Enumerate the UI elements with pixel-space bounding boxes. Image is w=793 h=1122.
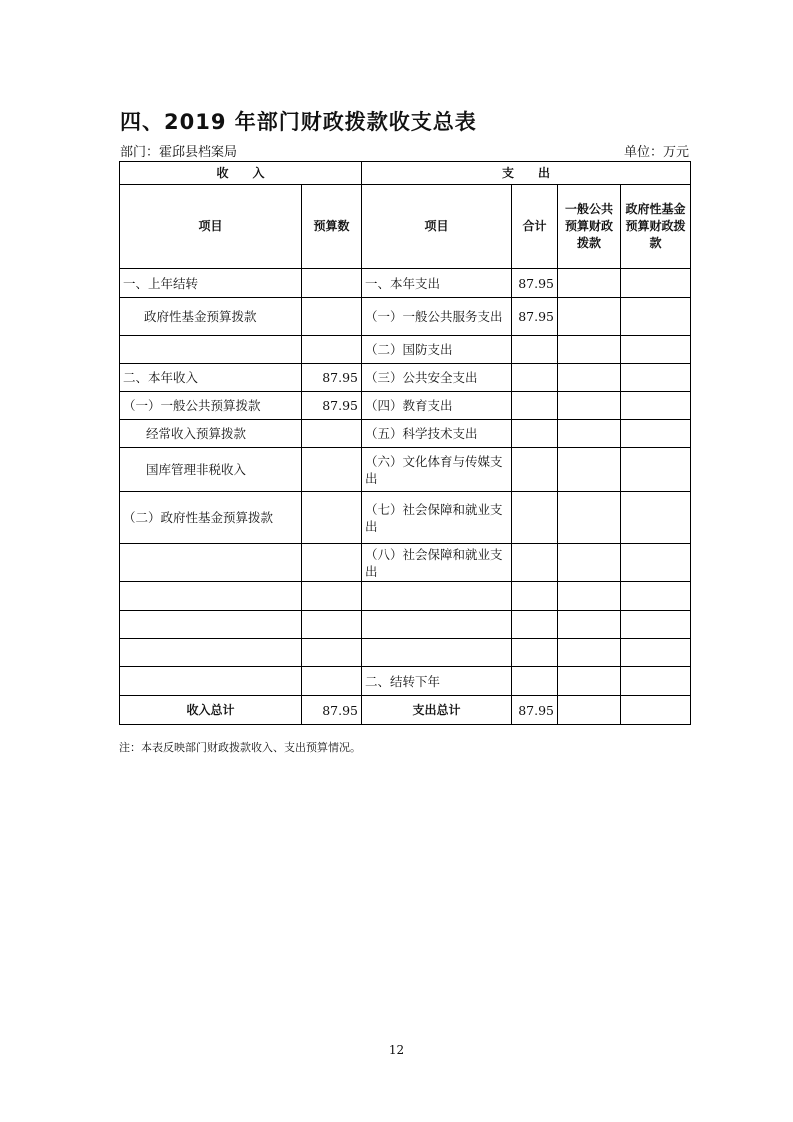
table-row [120,269,691,298]
table-row [120,298,691,336]
expense-total [512,544,558,582]
expense-fund [621,544,691,582]
income-item: 政府性基金预算拨款 [120,298,302,336]
expense-fund [621,420,691,448]
income-item [120,544,302,582]
expense-general [558,269,621,298]
income-item-header: 项目 [120,185,302,269]
expense-general [558,298,621,336]
page-number: 12 [388,1043,405,1057]
expense-item: （三）公共安全支出 [362,364,512,392]
income-value [302,639,362,667]
expense-item: 二、结转下年 [362,667,512,696]
expense-general [558,364,621,392]
expense-general [558,544,621,582]
income-value [302,448,362,492]
totals-row [120,696,691,725]
expense-fund [621,448,691,492]
expense-total [512,492,558,544]
expense-general [558,639,621,667]
expense-general [558,492,621,544]
table-row [120,420,691,448]
expense-item: （四）教育支出 [362,392,512,420]
table-note: 注：本表反映部门财政拨款收入、支出预算情况。 [119,741,361,754]
expense-general-header: 一般公共预算财政拨款 [558,185,621,269]
income-value [302,492,362,544]
income-value: 87.95 [302,392,362,420]
expense-general [558,420,621,448]
unit-label: 单位：万元 [623,145,689,160]
table-row [120,492,691,544]
expense-general [558,392,621,420]
income-item: 二、本年收入 [120,364,302,392]
income-item: 一、上年结转 [120,269,302,298]
expense-total [512,392,558,420]
department-label: 部门：霍邱县档案局 [120,145,238,160]
income-value [302,611,362,639]
table-header-row [120,162,691,185]
expense-total [512,448,558,492]
table-row [120,667,691,696]
table-row [120,448,691,492]
income-value [302,582,362,611]
expense-item: （六）文化体育与传媒支出 [362,448,512,492]
table-row [120,392,691,420]
expense-total: 87.95 [512,269,558,298]
expense-general [558,582,621,611]
expense-total-label: 支出总计 [362,696,512,725]
expense-fund [621,336,691,364]
table-row [120,364,691,392]
expense-fund [621,298,691,336]
income-item [120,582,302,611]
expense-fund [621,611,691,639]
income-total-value: 87.95 [302,696,362,725]
expense-item: （二）国防支出 [362,336,512,364]
expense-general [558,611,621,639]
expense-total [512,336,558,364]
expense-general [558,667,621,696]
expense-total-value: 87.95 [512,696,558,725]
expense-item: （五）科学技术支出 [362,420,512,448]
budget-table [119,161,691,725]
expense-fund [621,492,691,544]
income-value [302,667,362,696]
income-total-label: 收入总计 [120,696,302,725]
income-item: 国库管理非税收入 [120,448,302,492]
expense-section-header: 支 出 [362,162,691,185]
expense-item: （八）社会保障和就业支出 [362,544,512,582]
expense-total [512,667,558,696]
expense-fund [621,364,691,392]
table-subheader-row [120,185,691,269]
expense-general-total [558,696,621,725]
income-budget-header: 预算数 [302,185,362,269]
income-value [302,336,362,364]
expense-fund-total [621,696,691,725]
expense-total: 87.95 [512,298,558,336]
expense-fund [621,639,691,667]
income-item [120,336,302,364]
table-row [120,611,691,639]
income-item: （一）一般公共预算拨款 [120,392,302,420]
income-value [302,544,362,582]
table-row [120,336,691,364]
expense-fund [621,667,691,696]
expense-total [512,420,558,448]
income-value [302,420,362,448]
table-row [120,639,691,667]
expense-fund [621,392,691,420]
page-title: 四、2019 年部门财政拨款收支总表 [120,110,477,134]
income-section-header: 收 入 [120,162,362,185]
expense-fund-header: 政府性基金预算财政拨款 [621,185,691,269]
income-item: 经常收入预算拨款 [120,420,302,448]
table-row [120,582,691,611]
income-value [302,269,362,298]
income-value: 87.95 [302,364,362,392]
income-value [302,298,362,336]
expense-item [362,639,512,667]
expense-item: 一、本年支出 [362,269,512,298]
expense-item [362,611,512,639]
table-row [120,544,691,582]
expense-total [512,582,558,611]
expense-item: （七）社会保障和就业支出 [362,492,512,544]
income-item [120,611,302,639]
expense-item-header: 项目 [362,185,512,269]
expense-general [558,336,621,364]
income-item [120,639,302,667]
expense-fund [621,269,691,298]
expense-general [558,448,621,492]
expense-item: （一）一般公共服务支出 [362,298,512,336]
expense-fund [621,582,691,611]
expense-total-header: 合计 [512,185,558,269]
expense-total [512,364,558,392]
income-item [120,667,302,696]
income-item: （二）政府性基金预算拨款 [120,492,302,544]
expense-total [512,611,558,639]
expense-total [512,639,558,667]
expense-item [362,582,512,611]
